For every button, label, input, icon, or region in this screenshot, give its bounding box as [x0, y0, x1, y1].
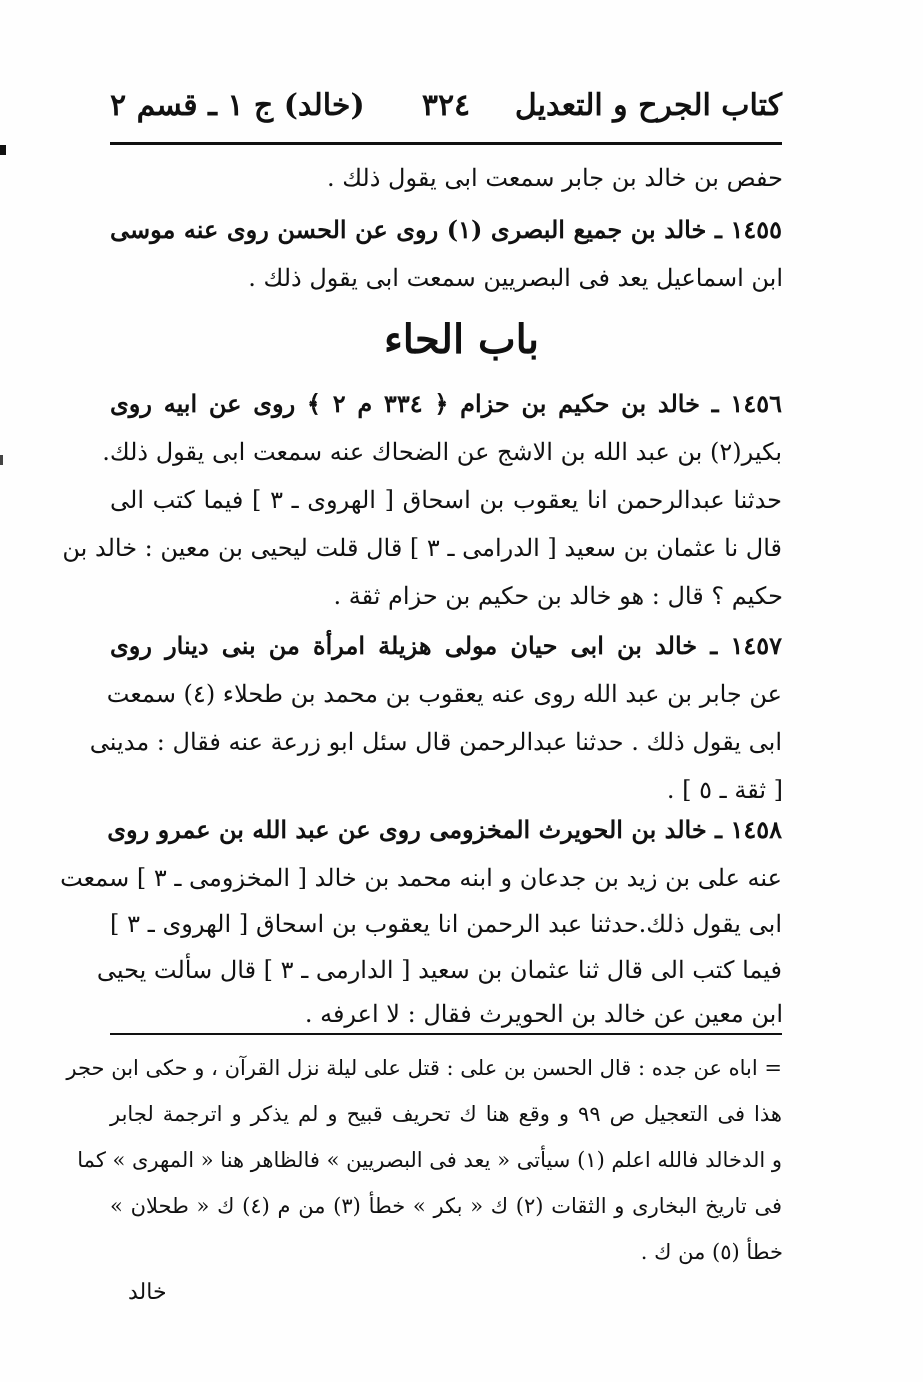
body-line: عنه على بن زيد بن جدعان و ابنه محمد بن خالد [ المخزومى ـ ٣ ] سمعت — [60, 864, 782, 892]
footnote-line: خطأ (٥) من ك . — [640, 1240, 783, 1264]
section-reference: (خالد) ج ١ ـ قسم ٢ — [110, 88, 365, 123]
chapter-heading: باب الحاء — [383, 316, 540, 363]
entry-1455-line: ١٤٥٥ ـ خالد بن جميع البصرى (١) روى عن الحسن روى عنه موسى — [110, 215, 782, 244]
body-line: حفص بن خالد بن جابر سمعت ابى يقول ذلك . — [326, 164, 783, 192]
body-line: [ ثقة ـ ٥ ] . — [666, 776, 783, 804]
body-line: ابى يقول ذلك . حدثنا عبدالرحمن قال سئل ابو زرعة عنه فقال : مدينى — [89, 728, 782, 756]
body-line: ابن اسماعيل يعد فى البصريين سمعت ابى يقول ذلك . — [248, 264, 783, 292]
body-line: عن جابر بن عبد الله روى عنه يعقوب بن محمد بن طحلاء (٤) سمعت — [106, 680, 782, 708]
footnote-line: و الدخالد فالله اعلم (١) سيأتى « يعد فى البصريين » فالظاهر هنا « المهرى » كما — [77, 1148, 782, 1172]
body-line: ابن معين عن خالد بن الحويرث فقال : لا اعرفه . — [304, 1000, 783, 1028]
body-line: حكيم ؟ قال : هو خالد بن حكيم بن حزام ثقة . — [333, 582, 783, 610]
body-line: حدثنا عبدالرحمن انا يعقوب بن اسحاق [ الهروى ـ ٣ ] فيما كتب الى — [110, 486, 783, 514]
footnote-line: هذا فى التعجيل ص ٩٩ و وقع هنا ك تحريف قبيح و لم يذكر و اترجمة لجابر — [110, 1102, 782, 1126]
book-title: كتاب الجرح و التعديل — [514, 88, 782, 123]
body-line: بكير(٢) بن عبد الله بن الاشج عن الضحاك عنه سمعت ابى يقول ذلك. — [102, 438, 782, 466]
header-rule — [110, 142, 782, 145]
page-number: ٣٢٤ — [421, 88, 471, 123]
body-line: فيما كتب الى قال ثنا عثمان بن سعيد [ الدارمى ـ ٣ ] قال سألت يحيى — [96, 956, 782, 984]
body-line: قال نا عثمان بن سعيد [ الدرامى ـ ٣ ] قال قلت ليحيى بن معين : خالد بن — [62, 534, 782, 562]
footnote-line: فى تاريخ البخارى و الثقات (٢) ك « بكر » خطأ (٣) من م (٤) ك « طحلان » — [110, 1194, 783, 1218]
entry-1456-line: ١٤٥٦ ـ خالد بن حكيم بن حزام ﴿ ٣٣٤ م ٢ ﴾ روى عن ابيه روى — [110, 389, 782, 418]
body-line: ابى يقول ذلك.حدثنا عبد الرحمن انا يعقوب بن اسحاق [ الهروى ـ ٣ ] — [110, 910, 782, 938]
scan-edge-mark — [0, 145, 6, 155]
entry-1458-line: ١٤٥٨ ـ خالد بن الحويرث المخزومى روى عن عبد الله بن عمرو روى — [107, 815, 782, 844]
running-header — [110, 88, 782, 136]
scan-edge-mark — [0, 455, 3, 465]
catchword: خالد — [128, 1280, 167, 1305]
entry-1457-line: ١٤٥٧ ـ خالد بن ابى حيان مولى هزيلة امرأة من بنى دينار روى — [110, 631, 782, 660]
footnote-line: = اباه عن جده : قال الحسن بن على : قتل على ليلة نزل القرآن ، و حكى ابن حجر — [66, 1056, 782, 1080]
footnote-rule — [110, 1033, 782, 1035]
